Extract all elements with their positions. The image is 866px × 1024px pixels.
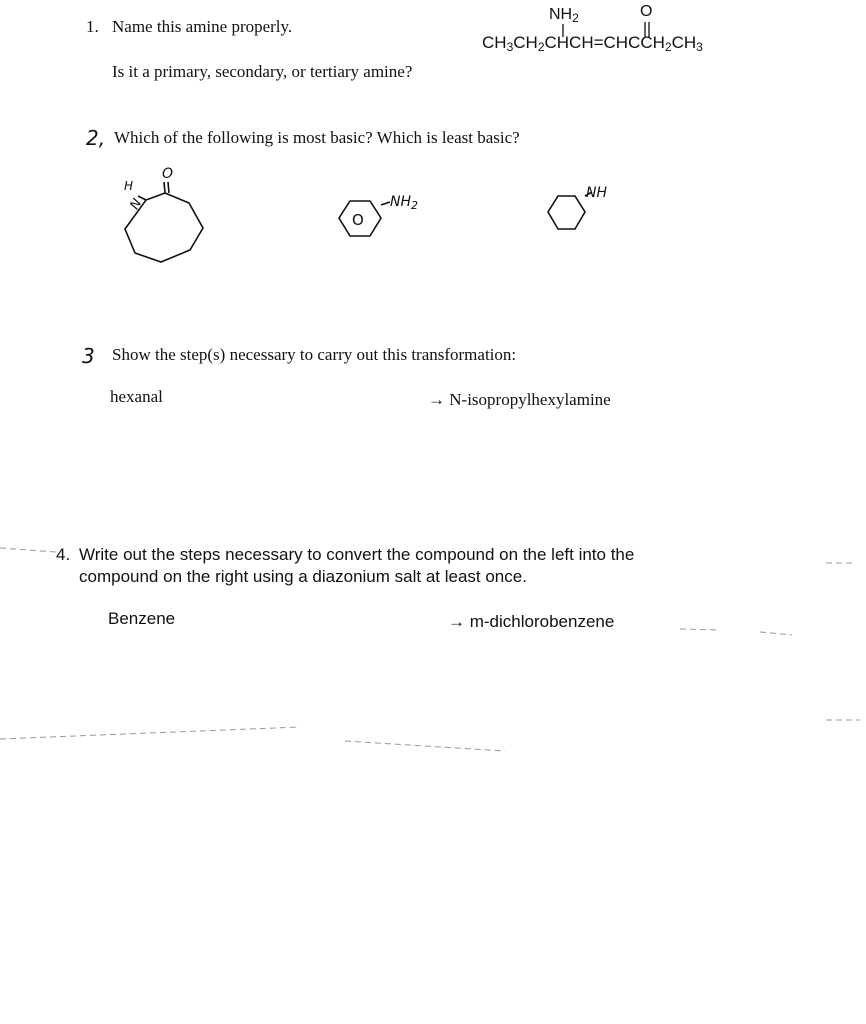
piperidine-structure bbox=[548, 185, 607, 229]
aniline-nh2-label: $NH_2$ bbox=[390, 194, 418, 212]
lactam-n-label: N bbox=[127, 196, 146, 213]
q4-prompt-line2: compound on the right using a diazonium salt at least once. bbox=[79, 567, 527, 586]
q4-number: 4. bbox=[56, 545, 71, 564]
formula-bonds bbox=[563, 22, 649, 37]
aniline-structure bbox=[339, 194, 418, 236]
q3-start: hexanal bbox=[110, 387, 163, 406]
q4-prompt-line1: Write out the steps necessary to convert the compound on the left into the bbox=[79, 545, 635, 564]
q2-number: 2, bbox=[86, 126, 106, 150]
formula-oxygen-label: O bbox=[640, 3, 653, 20]
lactam-structure bbox=[124, 166, 203, 262]
piperidine-nh-label: NH bbox=[586, 185, 607, 201]
q3-product: → N-isopropylhexylamine bbox=[428, 390, 611, 409]
q2-prompt: Which of the following is most basic? Which is least basic? bbox=[114, 128, 520, 147]
lactam-h-label: H bbox=[124, 179, 134, 193]
amine-formula: $CH_3CH_2CHCH=CHCCH_2CH_3$ bbox=[482, 33, 703, 54]
scan-artifacts bbox=[0, 548, 860, 751]
q1-prompt: Name this amine properly. bbox=[112, 17, 293, 36]
q3-number: 3 bbox=[82, 344, 95, 368]
lactam-o-label: O bbox=[162, 166, 174, 182]
q4-product: → m-dichlorobenzene bbox=[448, 612, 615, 631]
q4-start: Benzene bbox=[108, 609, 176, 628]
formula-nh2-label: $NH_2$ bbox=[549, 6, 579, 25]
q1-subprompt: Is it a primary, secondary, or tertiary amine? bbox=[112, 62, 413, 81]
q3-prompt: Show the step(s) necessary to carry out this transformation: bbox=[112, 345, 517, 364]
aniline-ring-label: O bbox=[352, 211, 364, 229]
q1-number: 1. bbox=[86, 17, 99, 36]
